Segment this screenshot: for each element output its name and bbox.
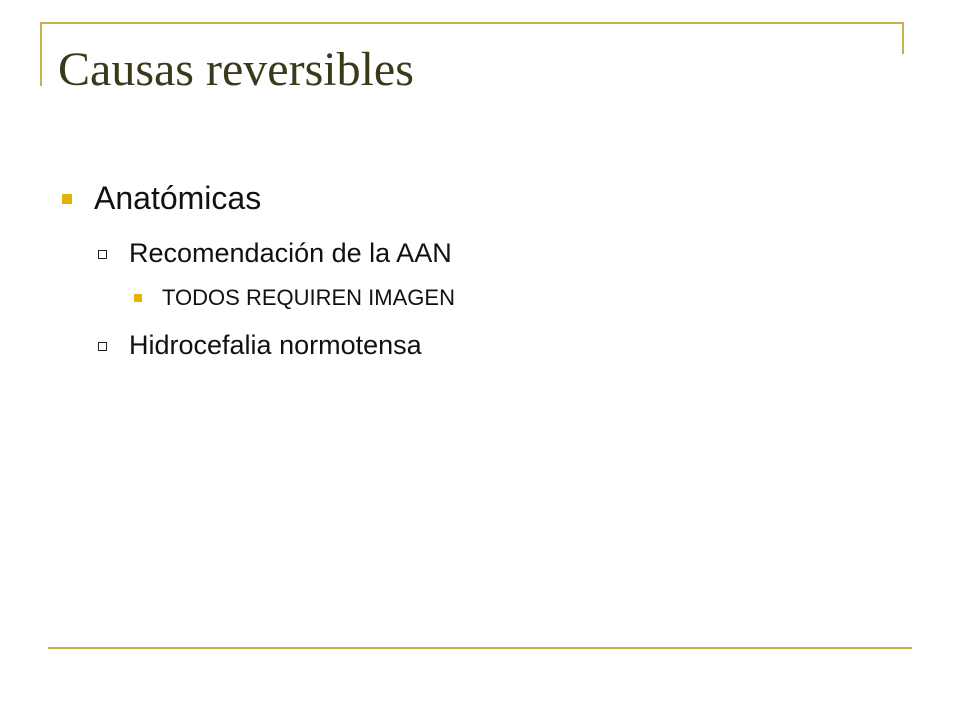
square-bullet-icon [62,194,72,204]
hollow-square-bullet-icon [98,342,107,351]
hollow-square-bullet-icon [98,250,107,259]
bullet-text: Recomendación de la AAN [129,238,452,268]
frame-top-line [40,22,904,24]
slide-title: Causas reversibles [58,43,414,96]
frame-right-line [902,22,904,54]
square-bullet-icon [134,294,142,302]
frame-bottom-line [48,647,912,649]
bullet-text: TODOS REQUIREN IMAGEN [162,285,455,310]
bullet-text: Hidrocefalia normotensa [129,330,422,360]
frame-left-line [40,22,42,86]
bullet-text: Anatómicas [94,180,262,216]
